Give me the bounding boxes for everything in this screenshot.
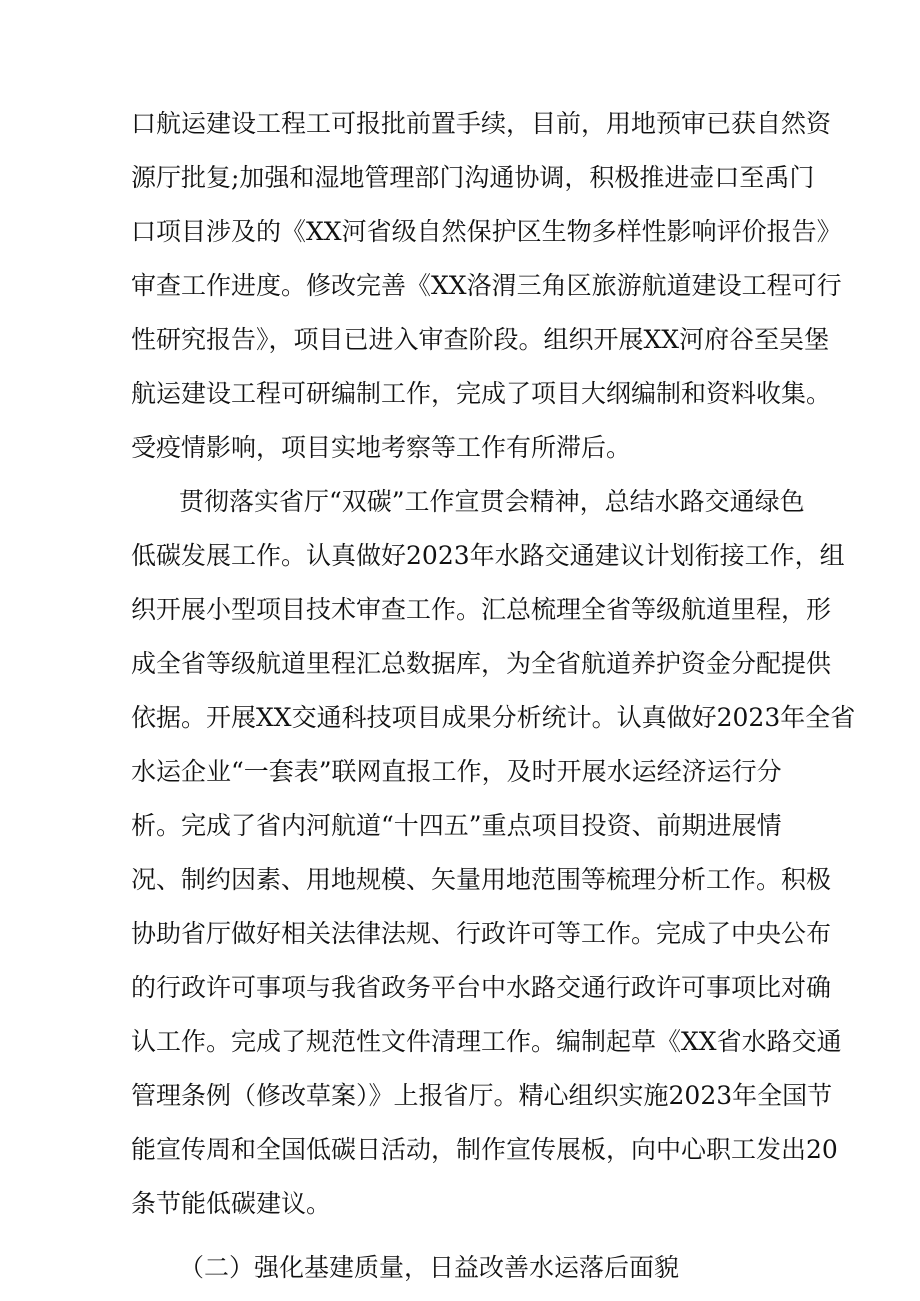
section-heading: （二）强化基建质量，日益改善水运落后面貌 bbox=[179, 1253, 680, 1282]
text-line-11: 成全省等级航道里程汇总数据库，为全省航道养护资金分配提供 bbox=[131, 649, 832, 678]
text-line-12: 依据。开展XX交通科技项目成果分析统计。认真做好2023年全省 bbox=[131, 703, 856, 732]
text-line-7: 受疫情影响，项目实地考察等工作有所滞后。 bbox=[131, 433, 632, 462]
text-line-21: 条节能低碳建议。 bbox=[131, 1189, 332, 1218]
text-line-9: 低碳发展工作。认真做好2023年水路交通建议计划衔接工作，组 bbox=[131, 541, 845, 570]
text-line-1: 口航运建设工程工可报批前置手续，目前，用地预审已获自然资 bbox=[131, 109, 832, 138]
text-line-3: 口项目涉及的《XX河省级自然保护区生物多样性影响评价报告》 bbox=[131, 217, 842, 246]
text-line-6: 航运建设工程可研编制工作，完成了项目大纲编制和资料收集。 bbox=[131, 379, 832, 408]
text-line-2: 源厅批复;加强和湿地管理部门沟通协调，积极推进壶口至禹门 bbox=[131, 163, 815, 192]
text-line-18: 认工作。完成了规范性文件清理工作。编制起草《XX省水路交通 bbox=[131, 1027, 842, 1056]
text-line-5: 性研究报告》，项目已进入审查阶段。组织开展XX河府谷至吴堡 bbox=[131, 325, 830, 354]
text-line-14: 析。完成了省内河航道“十四五”重点项目投资、前期进展情 bbox=[131, 811, 782, 840]
text-line-20: 能宣传周和全国低碳日活动，制作宣传展板，向中心职工发出20 bbox=[131, 1135, 838, 1164]
text-line-13: 水运企业“一套表”联网直报工作，及时开展水运经济运行分 bbox=[131, 757, 782, 786]
text-line-15: 况、制约因素、用地规模、矢量用地范围等梳理分析工作。积极 bbox=[131, 865, 832, 894]
text-line-4: 审查工作进度。修改完善《XX洛渭三角区旅游航道建设工程可行 bbox=[131, 271, 842, 300]
text-line-8: 贯彻落实省厅“双碳”工作宣贯会精神，总结水路交通绿色 bbox=[179, 487, 805, 516]
text-line-16: 协助省厅做好相关法律法规、行政许可等工作。完成了中央公布 bbox=[131, 919, 832, 948]
text-line-10: 织开展小型项目技术审查工作。汇总梳理全省等级航道里程，形 bbox=[131, 595, 832, 624]
text-line-19: 管理条例（修改草案）》上报省厅。精心组织实施2023年全国节 bbox=[131, 1081, 833, 1110]
text-line-17: 的行政许可事项与我省政务平台中水路交通行政许可事项比对确 bbox=[131, 973, 832, 1002]
